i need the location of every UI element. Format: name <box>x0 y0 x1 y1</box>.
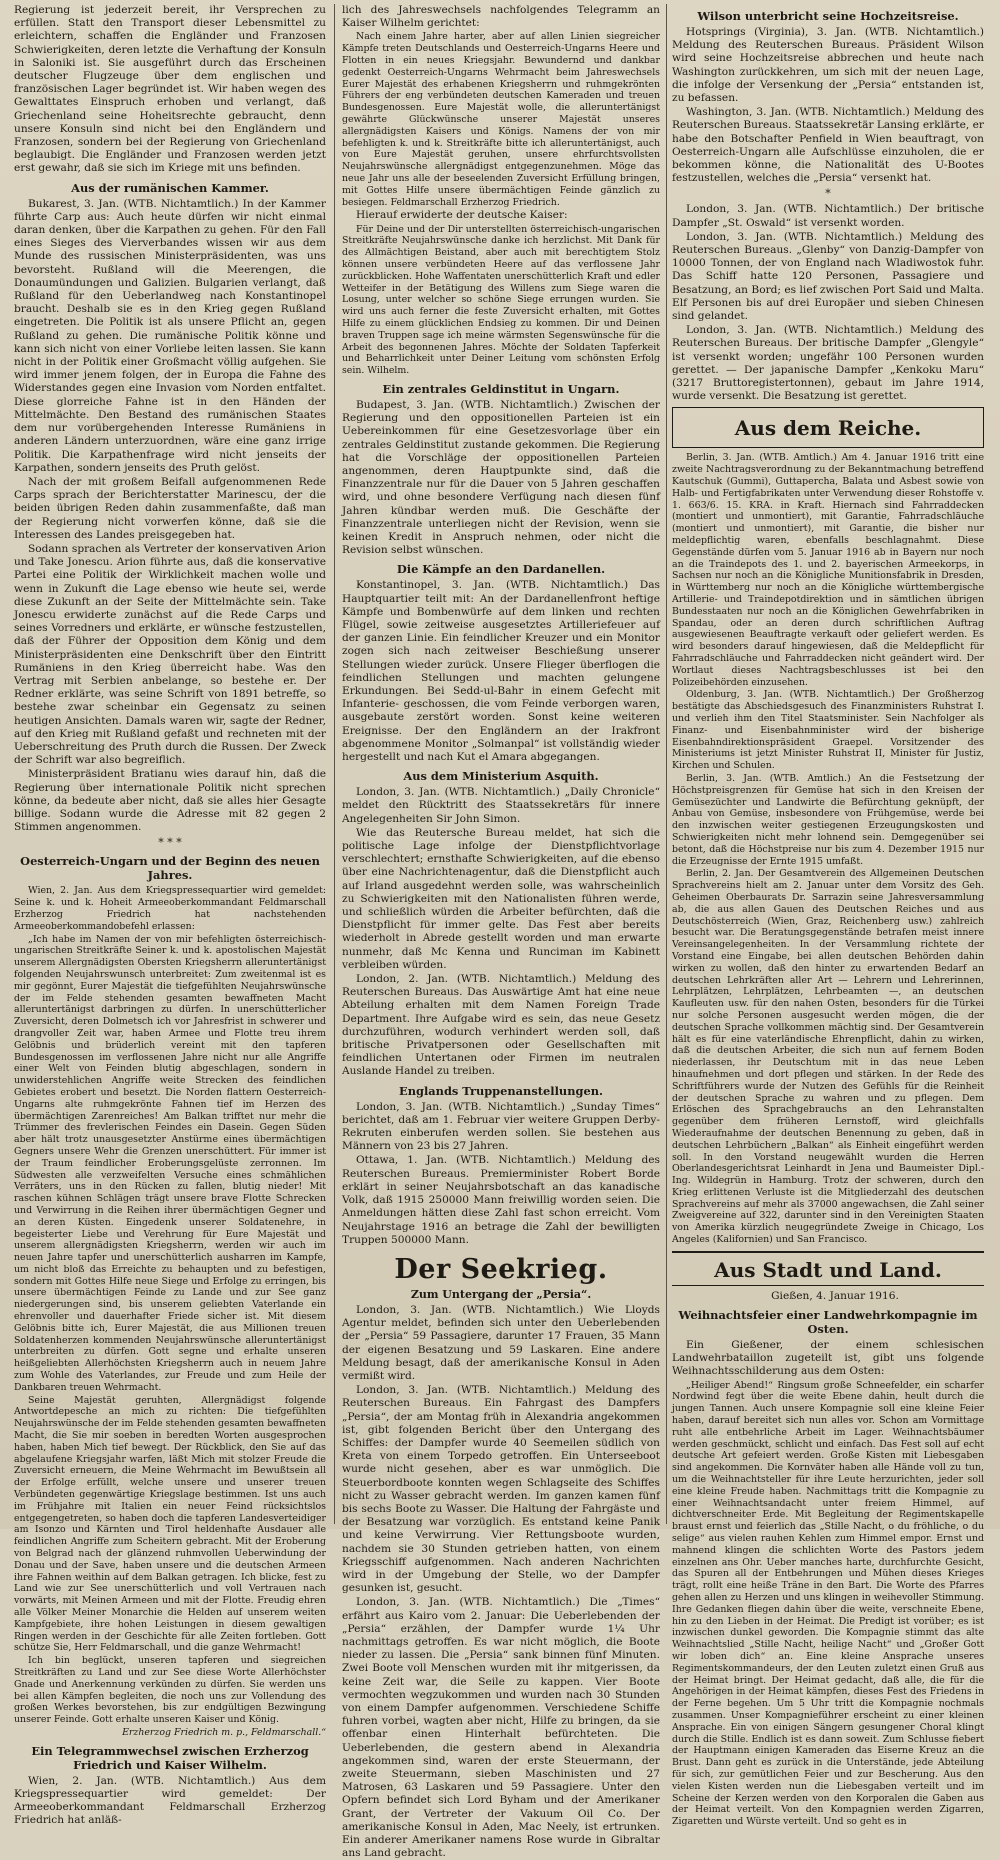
headline-oesterreich-ungarn: Oesterreich-Ungarn und der Beginn des neuen Jahres. <box>20 854 320 883</box>
paragraph: Wien, 2. Jan. (WTB. Nichtamtlich.) Aus dem Kriegspressequartier wird gemeldet: Der Armeeoberkommandant Feldmarschall Erzherzog Friedrich hat anläß- <box>14 1774 326 1827</box>
paragraph: Berlin, 3. Jan. (WTB. Amtlich.) An die Festsetzung der Höchstpreisgrenzen für Gemüse hat sich in den Kreisen der Gemüsezüchter und Landwirte die Befürchtung geknüpft, der Anbau von Gemüse, insbesondere von Frühgemüse, werde bei den inzwischen weiter gestiegenen Erzeugungskosten und Schwierigkeiten nicht mehr lohnend sein. Demgegenüber sei betont, daß die Höchstpreise nur bis zum 4. Dezember 1915 nur die Erzeugnisse der Ernte 1915 umfaßt. <box>672 773 984 867</box>
headline-persia: Zum Untergang der „Persia“. <box>410 1287 592 1301</box>
headline-wilson: Wilson unterbricht seine Hochzeitsreise. <box>697 9 959 23</box>
paragraph: Berlin, 3. Jan. (WTB. Amtlich.) Am 4. Januar 1916 tritt eine zweite Nachtragsverordnung zu der Bekanntmachung betreffend Kautschuk (Gummi), Guttapercha, Balata und Asbest sowie von Halb- und Fertigfabrikaten unter Verwendung dieser Rohstoffe v. 1. 663/6. 15. KRA. in Kraft. Hiernach sind Fahrraddecken (montiert und unmontiert), mit Garantie, Fahrradschläuche (montiert und unmontiert), mit Garantie, die bisher nur meldepflichtig waren, ebenfalls beschlagnahmt. Diese Gegenstände dürfen vom 5. Januar 1916 ab in Bayern nur noch an die Traindepots des 1. und 2. bayerischen Armeekorps, in Sachsen nur noch an die Königliche Munitionsfabrik in Dresden, in Württemberg nur noch an die Königliche württembergische Artillerie- und Traindepotdirektion und in sämtlichen übrigen Bundesstaaten nur noch an die Königlichen Gewehrfabriken in Spandau, oder an deren durch schriftlichen Auftrag ausgewiesenen Beauftragte verkauft oder geliefert werden. Es wird besonders darauf hingewiesen, daß die Meldepflicht für Fahrradschläuche und Fahrraddecken nicht geändert wird. Der Wortlaut dieses Nachtragsbeschlusses ist bei den Polizeibehörden einzusehen. <box>672 452 984 688</box>
headline-dardanellen: Die Kämpfe an den Dardanellen. <box>396 562 606 577</box>
paragraph: Ottawa, 1. Jan. (WTB. Nichtamtlich.) Meldung des Reuterschen Bureaus. Premierminister Robert Borde erklärt in seiner Neujahrsbotschaft an das kanadische Volk, daß 1915 250000 Mann freiwillig worden seien. Die Anmeldungen hätten diese Zahl fast schon erreicht. Vom Neujahrstage 1916 an betrage die Zahl der bewilligten Truppen 500000 Mann. <box>342 1154 660 1246</box>
paragraph: „Ich habe im Namen der von mir befehligten österreichisch-ungarischen Streitkräfte Seiner k. und k. apostolischen Majestät unserem Allergnädigsten Obersten Kriegsherrn alleruntertänigst folgenden Neujahrswunsch unterbreitet: Zum zweitenmal ist es mir gegönnt, Eurer Majestät die tiefgefühlten Neujahrswünsche der im Felde stehenden gesamten bewaffneten Macht alleruntertänigst darbringen zu dürfen. In unerschütterlicher Zuversicht, deren Dolmetsch ich vor Jahresfrist in schwerer und drangvoller Zeit war, haben Armee und Flotte treu ihrem Gelöbnis und brüderlich vereint mit den tapferen Bundesgenossen im verflossenen Jahre nicht nur alle Angriffe einer Welt von Feinden blutig abgeschlagen, sondern in unwiderstehlichen Angriffe weite Strecken des feindlichen Gebietes erobert und besetzt. Die Norden flattern Oesterreich-Ungarns alte ruhmgekrönte Fahnen tief im Herzen des übermächtigen Zarenreiches! Am Balkan trifftet nur mehr die Trümmer des frevlerischen Feindes ein Dasein. Gegen Süden aber hält trotz unausgesetzter Anstürme eines übermächtigen Gegners unsere Wehr die Grenzen unerschüttert. Für immer ist der Traum feindlicher Eroberungsgelüste zerronnen. Im Südwesten alle verzweifelten Versuche eines schmählichen Verräters, uns in den Rücken zu fallen, blutig nieder! Mit raschen kühnen Schlägen trägt unsere brave Flotte Schrecken und Verwirrung in die Reihen ihrer übermächtigen Gegner und an deren Küsten. Eingedenk unserer Soldatenehre, in begeisterter Liebe und Verehrung für Eure Majestät und unserem allergnädigsten Kriegsherrn, werden wir auch im neuen Jahre tapfer und unerschütterlich ausharren im Kampfe, um nicht bloß das Erreichte zu behaupten und zu befestigen, sondern mit Gottes Hilfe neue Siege und Erfolge zu erringen, bis unsere übermächtigen Feinde zu Lande und zur See ganz niedergerungen sind, bis unserem geliebten Vaterlande ein ehrenvoller und dauerhafter Friede sicher ist. Mit diesem Gelöbnis bitte ich, Eurer Majestät, die aus Millionen treuen Soldatenherzen kommenden Neujahrswünsche alleruntertänigst unterbreiten zu dürfen. Gott segne und erhalte unseren heißgeliebten Allerhöchsten Kriegsherrn auch in neuem Jahre zum Wohle des Vaterlandes, zur Freude und zum Heile der Dankbaren treuen Wehrmacht. <box>14 933 326 1393</box>
paragraph: Ministerpräsident Bratianu wies darauf hin, daß die Regierung über internationale Politik nicht sprechen könne, da bedeute aber nicht, daß sie alles hier Gesagte billige. Sodann wurde die Adresse mit 82 gegen 2 Stimmen angenommen. <box>14 768 326 834</box>
paragraph: London, 3. Jan. (WTB. Nichtamtlich.) Wie Lloyds Agentur meldet, befinden sich unter den Ueberlebenden der „Persia“ 59 Passagiere, darunter 17 Frauen, 35 Mann der eigenen Besatzung und 59 Laskaren. Eine andere Meldung besagt, daß der amerikanische Konsul in Aden vermißt wird. <box>342 1303 660 1382</box>
section-title-seekrieg: Der Seekrieg. <box>394 1253 608 1285</box>
headline-weihnachtsfeier: Weihnachtsfeier einer Landwehrkompagnie im Osten. <box>678 1308 978 1337</box>
paragraph: Budapest, 3. Jan. (WTB. Nichtamtlich.) Zwischen der Regierung und den oppositionellen Parteien ist ein Uebereinkommen für eine Gesetzesvorlage über ein zentrales Geldinstitut zustande gekommen. Die Regierung hat die Vorschläge der oppositionellen Parteien angenommen, deren Hauptpunkte sind, daß die Finanzzentrale nur für die Dauer von 5 Jahren geschaffen wird, und ohne besondere Verfügung nach diesen fünf Jahren kündbar werden muß. Die Geschäfte der Finanzzentrale unterliegen nicht der Revision, wenn sie keinen Kredit in Anspruch nehmen, oder nicht die Revision selbst wünschen. <box>342 398 660 557</box>
column-rule <box>334 4 335 1524</box>
separator-stars: * * * <box>158 836 182 850</box>
paragraph: London, 3. Jan. (WTB. Nichtamtlich.) „Sunday Times“ berichtet, daß am 1. Februar vier weitere Gruppen Derby-Rekruten einberufen werden sollen. Sie bestehen aus Männern von 23 bis 27 Jahren. <box>342 1100 660 1153</box>
separator-star: * <box>825 187 831 201</box>
paragraph: „Heiliger Abend!“ Ringsum große Schneefelder, ein scharfer Nordwind fegt über die weite Ebene dahin, heult durch die jungen Tannen. Auch unsere Kompagnie soll eine kleine Feier haben, darauf bereitet sich nun alles vor. Schon am Vormittage ruht alle entbehrliche Arbeit im Lager. Weihnachtsbäumer werden geschmückt, schlicht und einfach. Das Fest soll auf echt deutsche Art gefeiert werden. Große Kisten mit Liebesgaben sind angekommen. Die Kornväter haben alle Hände voll zu tun, um die Weihnachtsteller für ihre Leute herzurichten, jeder soll eine kleine Freude haben. Nachmittags tritt die Kompagnie zu einer Weihnachtsandacht unter freiem Himmel, auf dichtverschneiter Erde. Mit Begleitung der Regimentskapelle braust ernst und feierlich das „Stille Nacht, o du fröhliche, o du selige“ aus vielen rauhen Kehlen zum Himmel empor. Ernst und mahnend klingen die schlichten Worte des Pastors jedem einzelnen ans Ohr. Ueber manches harte, durchfurchte Gesicht, das Spuren all der Entbehrungen und Mühen dieses Krieges trägt, rollt eine heiße Träne in den Bart. Die Worte des Pfarres gehen allen zu Herzen und uns klingen in weihevoller Stimmung. Ihre Gedanken fliegen dahin über die weite, verschneite Ebene, hin zu den Lieben in der Heimat. Die Predigt ist vorüber; es ist inzwischen dunkel geworden. Die Kompagnie stimmt das alte Weihnachtslied „Stille Nacht, heilige Nacht“ und „Großer Gott wir loben dich“ an. Eine kleine Ansprache unseres Regimentskommandeurs, der den Leuten zuletzt einen Gruß aus der Heimat bringt. Der Heimat gedacht, daß alle, die für die Angehörigen in der Heimat kämpfen, dieses Fest des Friedens in der Ferne begehen. Um 5 Uhr tritt die Kompagnie nochmals zusammen. Unser Kompagnieführer erscheint zu einer kleinen Ansprache. Ein von einigen Sängern gesungener Choral klingt durch die Stille. Endlich ist es dann soweit. Zum Schlusse fiebert der Hauptmann einigen Kameraden das Eiserne Kreuz an die Brust. Dann geht es zurück in die Unterstände, jede Abteilung für sich, zur gemütlichen Feier und zur Bescherung. Aus den vielen Kisten werden nun die Liebesgaben verteilt und im Scheine der Kerzen werden von den Korporalen die Gaben aus der Heimat verteilt. Von den Kompagnien werden Zigarren, Zigaretten und Würste verteilt. Und so geht es in <box>672 1379 984 1828</box>
paragraph: London, 3. Jan. (WTB. Nichtamtlich.) Der britische Dampfer „St. Oswald“ ist versenkt worden. <box>672 203 984 229</box>
paragraph: London, 3. Jan. (WTB. Nichtamtlich.) Meldung des Reuterschen Bureaus. Der britische Dampfer „Glengyle“ ist versenkt worden; ungefähr 100 Personen wurden gerettet. — Der japanische Dampfer „Kenkoku Maru“ (3217 Bruttoregistertonnen), gebaut im Jahre 1914, wurde versenkt. Die Besatzung ist gerettet. <box>672 324 984 403</box>
column-1 <box>14 4 326 1827</box>
paragraph: London, 3. Jan. (WTB. Nichtamtlich.) Meldung des Reuterschen Bureaus. Ein Fahrgast des Dampfers „Persia“, der am Montag früh in Alexandria angekommen ist, gibt folgenden Bericht über den Untergang des Schiffes: der Dampfer wurde 40 Seemeilen südlich von Kreta von einem Torpedo getroffen. Ein Unterseeboot wurde nicht gesehen, aber es war unmöglich. Die Steuerbordboote konnten wegen Schlagseite des Schiffes nicht zu Wasser gebracht werden. Im ganzen kamen fünf bis sechs Boote zu Wasser. Die Haltung der Fahrgäste und der Besatzung war vorzüglich. Es entstand keine Panik und keine Verwirrung. Vier Rettungsboote wurden, nachdem sie 30 Stunden getrieben hatten, von einem Kriegsschiff aufgenommen. Nach anderen Nachrichten wird in der Umgebung der Stelle, wo der Dampfer gesunken ist, gesucht. <box>342 1384 660 1595</box>
dateline: Gießen, 4. Januar 1916. <box>771 1289 899 1302</box>
paragraph: lich des Jahreswechsels nachfolgendes Telegramm an Kaiser Wilhelm gerichtet: <box>342 4 660 30</box>
section-box-reiche <box>672 407 984 448</box>
column-2 <box>342 4 660 1860</box>
paragraph: Ein Gießener, der einem schlesischen Landwehrbataillon zugeteilt ist, gibt uns folgende Weihnachtsschilderung aus dem Osten: <box>672 1339 984 1378</box>
paragraph: Konstantinopel, 3. Jan. (WTB. Nichtamtlich.) Das Hauptquartier teilt mit: An der Dardanellenfront heftige Kämpfe und Bombenwürfe auf dem linken und rechten Flügel, sowie zeitweise ausgesetztes Artilleriefeuer auf der ganzen Linie. Ein feindlicher Kreuzer und ein Monitor zogen sich nach zeitweiser Beschießung unserer Stellungen wieder zurück. Unsere Flieger überflogen die feindlichen Stellungen und machten gelungene Erkundungen. Bei Sedd-ul-Bahr in einem Gefecht mit Infanterie- geschossen, die vom Feinde verborgen waren, ausgebaute zerstört worden. Sonst keine weiteren Ereignisse. Der den Engländern an der Irakfront abgenommene Monitor „Solmanpal“ ist vollständig wieder hergestellt und nach Kut el Amara abgegangen. <box>342 579 660 763</box>
paragraph: Wie das Reutersche Bureau meldet, hat sich die politische Lage infolge der Dienstpflichtvorlage verschlechtert; ernsthafte Schwierigkeiten, auf die ebenso über eine Nachrichtenagentur, daß die Dienstpflicht auch auf Irland ausgedehnt werden solle, was wahrscheinlich zu Schwierigkeiten mit den Nationalisten führen werde, und schließlich würden die Arbeiter befürchten, daß die Dienstpflicht für immer gelte. Das Fest aber bereits wiederholt in Abrede gestellt worden und man erwarte nunmehr, daß Mc Kenna und Runciman im Kabinett verbleiben würden. <box>342 826 660 971</box>
divider <box>672 1285 984 1286</box>
column-3 <box>672 4 984 1828</box>
section-title-reiche: Aus dem Reiche. <box>734 416 922 441</box>
paragraph: London, 2. Jan. (WTB. Nichtamtlich.) Meldung des Reuterschen Bureaus. Das Auswärtige Amt hat eine neue Abteilung erhalten mit dem Namen Foreign Trade Department. Ihre Aufgabe wird es sein, das neue Gesetz durchzuführen, wodurch verhindert werden soll, daß britische Privatpersonen oder Gesellschaften mit feindlichen Untertanen oder Firmen im neutralen Auslande Handel zu treiben. <box>342 973 660 1078</box>
paragraph: Washington, 3. Jan. (WTB. Nichtamtlich.) Meldung des Reuterschen Bureaus. Staatssekretär Lansing erklärte, er habe den Botschafter Penfield in Wien beauftragt, von Oesterreich-Ungarn alle Aufschlüsse einzuholen, die er bekommen könne, die Nationalität des U-Bootes festzustellen, welches die „Persia“ versenkt hat. <box>672 106 984 185</box>
paragraph: Hierauf erwiderte der deutsche Kaiser: <box>356 209 568 222</box>
column-rule <box>666 4 667 1524</box>
headline-rumaenische-kammer: Aus der rumänischen Kammer. <box>71 180 269 195</box>
headline-asquith: Aus dem Ministerium Asquith. <box>403 769 599 784</box>
paragraph: London, 3. Jan. (WTB. Nichtamtlich.) Meldung des Reuterschen Bureaus. „Glenby“ von Danzig-Dampfer von 10000 Tonnen, der von England nach Wladiwostok fuhr. Das Schiff hatte 120 Personen, Passagiere und Besatzung, an Bord; es lief zwischen Port Said und Malta. Elf Personen bis auf drei Europäer und sieben Chinesen sind gelandet. <box>672 230 984 323</box>
paragraph: Hotsprings (Virginia), 3. Jan. (WTB. Nichtamtlich.) Meldung des Reuterschen Bureaus. Präsident Wilson wird seine Hochzeitsreise abbrechen und heute nach Washington zurückkehren, um sich mit der neuen Lage, die infolge der Versenkung der „Persia“ entstanden ist, zu befassen. <box>672 26 984 105</box>
paragraph: Sodann sprachen als Vertreter der konservativen Arion und Take Jonescu. Arion führte aus, daß die konservative Partei eine Politik der Wirklichkeit machen wolle und wenn in Zukunft die Lage ebenso wie heute sei, werde diese Zukunft an der Seite der Mittelmächte sein. Take Jonescu erwiderte zunächst auf die Rede Carps und seines Vorredners und erklärte, er wünsche festzustellen, daß der Führer der Opposition dem König und dem Ministerpräsidenten eine Denkschrift über den Eintritt Rumäniens in den Krieg überreicht habe. Was den Vertrag mit Serbien anbelange, so bestehe er. Der Redner erklärte, was seine Schrift von 1891 betreffe, so bestehe zwar scheinbar ein Gegensatz zu seinen heutigen Ansichten. Damals waren wir, sagte der Redner, auf den Krieg mit Rußland gefaßt und rechneten mit der Ueberschreitung des Pruth durch die Russen. Der Zweck der Schrift war also begreiflich. <box>14 542 326 767</box>
paragraph: Nach der mit großem Beifall aufgenommenen Rede Carps sprach der Berichterstatter Marinescu, der die beiden übrigen Reden dahin zusammenfaßte, daß man der Regierung nicht vorwerfen könne, daß sie die Interessen des Landes preisgegeben hat. <box>14 475 326 541</box>
paragraph: London, 3. Jan. (WTB. Nichtamtlich.) Die „Times“ erfährt aus Kairo vom 2. Januar: Die Ueberlebenden der „Persia“ erzählen, der Dampfer wurde 1¼ Uhr nachmittags getroffen. Es war nicht möglich, die Boote nieder zu lassen. Die „Persia“ sank binnen fünf Minuten. Zwei Boote voll Menschen wurden mit ihr mitgerissen, da keine Zeit war, die Seile zu kappen. Vier Boote vermochten wegzukommen und wurden nach 30 Stunden von einem Dampfer aufgenommen. Verschiedene Schiffe fuhren vorbei, wagten aber nicht, Hilfe zu bringen, da sie offenbar einen Hinterhalt befürchteten. Die Ueberlebenden, die gestern abend in Alexandria angekommen sind, waren der erste Steuermann, der zweite Steuermann, sieben Maschinisten und 27 Matrosen, 63 Laskaren und 59 Passagiere. Unter den Opfern befindet sich Lord Byham und der Amerikaner Grant, der Vertreter der Vakuum Oil Co. Der amerikanische Konsul in Aden, Mac Neely, ist ertrunken. Ein anderer Amerikaner namens Rose wurde in Gibraltar ans Land gebracht. <box>342 1596 660 1860</box>
section-title-stadt-land: Aus Stadt und Land. <box>714 1257 942 1282</box>
paragraph: Oldenburg, 3. Jan. (WTB. Nichtamtlich.) Der Großherzog bestätigte das Abschiedsgesuch des Finanzministers Ruhstrat I. und verlieh ihm den Titel Staatsminister. Sein Nachfolger als Finanz- und Eisenbahnminister wird der bisherige Eisenbahndirektionspräsident Graepel. Vorsitzender des Ministeriums ist jetzt Minister Ruhstrat II, Minister für Justiz, Kirchen und Schulen. <box>672 689 984 772</box>
paragraph: Berlin, 2. Jan. Der Gesamtverein des Allgemeinen Deutschen Sprachvereins hielt am 2. Januar unter dem Vorsitz des Geh. Geheimen Oberbaurats Dr. Sarrazin seine Jahresversammlung ab, die aus allen Gauen des Deutschen Reiches und aus Deutschösterreich (Wien, Graz, Reichenberg usw.) zahlreich besucht war. Die Beratungsgegenstände betrafen meist innere Vereinsangelegenheiten. In der Versammlung richtete der Vorstand eine Eingabe, bei allen deutschen Behörden dahin wirken zu wollen, daß den hinter zu erwartenden Bedarf an deutschen Lehrkräften aller Art — Lehrern und Lehrerinnen, Lehrplätzen, Lehrplätzen, Lehrbeamten —, an deutschen Kaufleuten usw. für den nahen Osten, besonders für die Türkei nur solche Personen ausgesucht werden mögen, die der deutschen Sprache vollkommen mächtig sind. Der Gesamtverein hält es für eine vaterländische Ehrenpflicht, dahin zu wirken, daß die deutschen Arbeiter, die sich nun auf fernem Boden niederlassen, ihr Deutschtum mit in das neue Leben hinaufnehmen und dort pflegen und stärken. In der Rede des Schriftführers wurde der Nutzen des Gefühls für die Reinheit der deutschen Sprache zu wahren und zu pflegen. Dem Erlöschen des Sprachgebrauchs an den Lehranstalten gegenüber dem früheren Lernstoff, wird gleichfalls Wiederaufnahme der deutschen Benennung zu geben, daß in deutschen Lehrbüchern „Balkan“ als Einheit eingeführt werden soll. In den Vorstand neugewählt wurden die Herren Oberlandesgerichtsrat Leinhardt in Jena und Baumeister Dipl.-Ing. Wildegrün in Hamburg. Trotz der schweren, durch den Krieg erlittenen Verluste ist die Mitgliederzahl des deutschen Sprachvereins auf mehr als 37000 angewachsen, die Zahl seiner Zweigvereine auf 322, darunter sind in den Vereinigten Staaten von Amerika kürzlich neugegründete Zweige in Chicago, Los Angeles (Kalifornien) und San Francisco. <box>672 868 984 1246</box>
paragraph: Wien, 2. Jan. Aus dem Kriegspressequartier wird gemeldet: Seine k. und k. Hoheit Armeeoberkommandant Feldmarschall Erzherzog Friedrich hat nachstehenden Armeeoberkommandobefehl erlassen: <box>14 885 326 932</box>
headline-truppenanstellungen: Englands Truppenanstellungen. <box>399 1083 603 1098</box>
paragraph: Bukarest, 3. Jan. (WTB. Nichtamtlich.) In der Kammer führte Carp aus: Auch heute dürfen wir nicht einmal daran denken, über die Karpathen zu gehen. Für den Fall eines Sieges des Vierverbandes wissen wir aus dem Munde des russischen Ministerpräsidenten, was uns bevorsteht. Rußland will die Meerengen, die Donaumündungen und Galizien. Bulgarien verlangt, daß Rußland für den Ueberlandweg nach Konstantinopel braucht. Deshalb sie es in den Krieg gegen Rußland eingetreten. Die Politik ist als unsere Pflicht an, gegen Rußland zu gehen. Die rumänische Politik könne und kann sich nicht von einer Vorliebe leiten lassen. Sie kann nicht in der Politik einer Großmacht völlig aufgehen. Sie wird immer jenem folgen, der in Europa die Fahne des Widerstandes gegen eine Invasion vom Norden entfaltet. Diese glorreiche Fahne ist in den Händen der Mittelmächte. Den Bestand des rumänischen Staates dem nur vorübergehenden Interesse Rumäniens in anderen Ländern unterzuordnen, wäre eine ganz irrige Politik. Die Karpathenfrage wird nicht jenseits der Karpathen, sondern jenseits des Pruth gelöst. <box>14 197 326 474</box>
signature: Erzherzog Friedrich m. p., Feldmarschall.“ <box>122 1726 326 1738</box>
paragraph: London, 3. Jan. (WTB. Nichtamtlich.) „Daily Chronicle“ meldet den Rücktritt des Staatssekretärs für innere Angelegenheiten Sir John Simon. <box>342 786 660 825</box>
divider <box>672 1251 984 1253</box>
article-intro: Regierung ist jederzeit bereit, ihr Versprechen zu erfüllen. Statt den Transport dieser Lebensmittel zu erleichtern, schaffen die Engländer und Franzosen Schwierigkeiten, deren letzte die Verhaftung der Konsuln in Saloniki ist. Sie ausgeführt durch das Erscheinen deutscher Flugzeuge über dem englischen und französischen Lager begründet ist. Wir haben wegen des Gewalttates Einspruch erhoben und verlangt, daß Griechenland seine Hoheitsrechte gebraucht, denn unsere Konsuln sind nicht bei den Engländern und Franzosen, sondern bei der Regierung von Griechenland beglaubigt. Die Engländer und Franzosen werden jetzt erst gewahr, daß sie sich im Kriege mit uns befinden. <box>14 4 326 175</box>
paragraph: Ich bin beglückt, unseren tapferen und siegreichen Streitkräften zu Land und zur See diese Worte Allerhöchster Gnade und Anerkennung verkünden zu dürfen. Sie werden uns bei allen Kämpfen begleiten, die noch uns zur Vollendung des großen Werkes bevorstehen, bis zur endgültigen Bezwingung unserer Feinde. Gott erhalte unseren Kaiser und König. <box>14 1655 326 1726</box>
paragraph: Nach einem Jahre harter, aber auf allen Linien siegreicher Kämpfe treten Deutschlands und Oesterreich-Ungarns Heere und Flotten in ein neues Kriegsjahr. Bewundernd und dankbar gedenkt Oesterreich-Ungarns Wehrmacht beim Jahreswechsels Eurer Majestät des erhabenen Kriegsherrn und ruhmgekrönten Führers der eng verbündeten deutschen Kameraden und treuen Bundesgenossen. Eure Majestät wolle, die alleruntertänigst gewährte Glückwünsche unserer Majestät unseres allergnädigsten Kaisers und Königs. Namens der von mir befehligten k. und k. Streitkräfte bitte ich alleruntertänigst, auch von Eure Majestät geruhen, unsere ehrfurchtsvollsten Neujahrswünsche allergnädigst entgegenzunehmen. Möge das neue Jahr uns alle der beseelenden Zuversicht Erfüllung bringen, mit Gottes Hilfe unsere übermächtigen Feinde gänzlich zu besiegen. Feldmarschall Erzherzog Friedrich. <box>342 31 660 208</box>
headline-telegrammwechsel: Ein Telegrammwechsel zwischen Erzherzog Friedrich und Kaiser Wilhelm. <box>31 1743 309 1772</box>
headline-geldinstitut: Ein zentrales Geldinstitut in Ungarn. <box>382 381 620 396</box>
paragraph: Seine Majestät geruhten, Allergnädigst folgende Antwortdepesche an mich zu richten: Die tiefgefühlten Neujahrswünsche der im Felde stehenden gesamten bewaffneten Macht, die Sie mir soeben in beredten Worten ausgesprochen haben, haben Mich tief bewegt. Der Rückblick, den Sie auf das abgelaufene Kriegsjahr warfen, läßt Mich mit stolzer Freude die Zuversicht erneuern, die Meine Wehrmacht im Bewußtsein all der Erfolge erfüllt, welche unsere und unserer treuen Verbündeten gegenwärtige Kriegslage bestimmen. Ist uns auch im Frühjahre mit Italien ein neuer Feind rücksichtslos entgegengetreten, so haben doch die tapferen Landesverteidiger am Isonzo und Kärnten und Tirol heldenhafte Ausdauer alle feindlichen Angriffe zum Scheitern gebracht. Mit der Eroberung von Belgrad nach der glänzend ruhmvollen Ueberwindung der Donau und der Save, haben unsere und die deutschen Armeen ihre Fahnen weithin auf dem Balkan getragen. Ich blicke, fest zu Land wie zur See unerschütterlich und voll Vertrauen nach vorwärts, mit Meinen Armeen und mit der Flotte. Freudig ehren alle Völker Meiner Monarchie die Helden auf unserem weiten Kampfgebiete, ihre hohen Leistungen in diesem gewaltigen Ringen werden in der Geschichte für alle Zeiten fortleben. Gott schütze Sie, Herr Feldmarschall, und die ganze Wehrmacht! <box>14 1394 326 1654</box>
paragraph: Für Deine und der Dir unterstellten österreichisch-ungarischen Streitkräfte Neujahrswünsche danke ich herzlichst. Mit Dank für des Allmächtigen Beistand, aber auch mit berechtigtem Stolz können unsere verbündeten Heere auf das verflossene Jahr zurückblicken. Hohe Waffentaten unerschütterlich Kraft und edler Wetteifer in der Betätigung des Willens zum Siege waren die Losung, unter welcher so schöne Siege errungen wurden. Sie wird uns auch ferner die feste Zuversicht erhalten, mit Gottes Hilfe zu einem glücklichen Endsieg zu kommen. Dir und Deinen braven Truppen sage ich meine wärmsten Segenswünsche für die Arbeit des begonnenen Jahres. Möchte der Soldaten Tapferkeit und Beharrlichkeit unter Deiner Leitung vom schönsten Erfolg sein. Wilhelm. <box>342 223 660 377</box>
